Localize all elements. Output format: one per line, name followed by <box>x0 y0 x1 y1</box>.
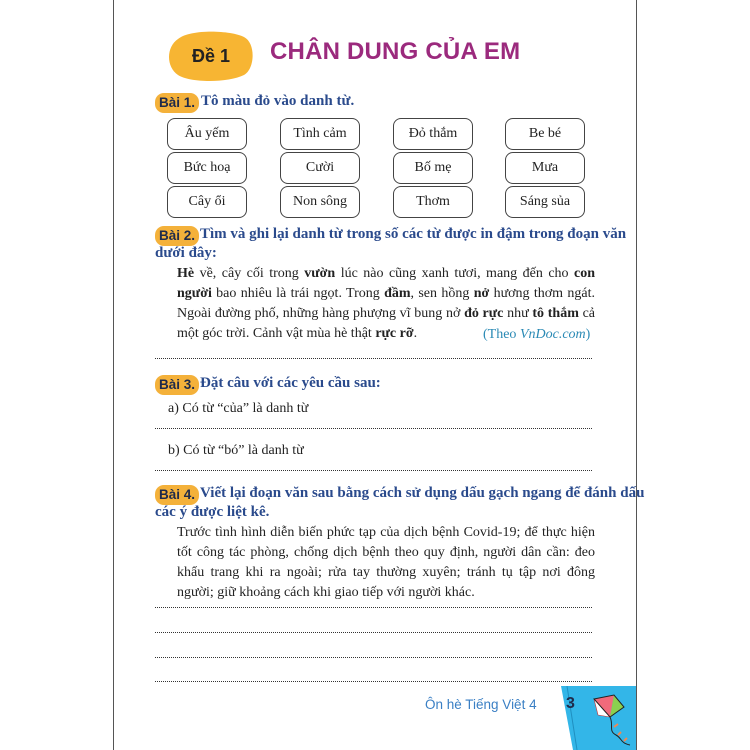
word-box[interactable]: Mưa <box>505 152 585 184</box>
bai3-item-a: a) Có từ “của” là danh từ <box>168 401 309 416</box>
word-box[interactable]: Be bé <box>505 118 585 150</box>
answer-line[interactable] <box>155 632 592 633</box>
word-box[interactable]: Cười <box>280 152 360 184</box>
answer-line[interactable] <box>155 358 592 359</box>
answer-line[interactable] <box>155 681 592 682</box>
word-box[interactable]: Bức hoạ <box>167 152 247 184</box>
page-number: 3 <box>566 695 575 712</box>
bai1-question: Tô màu đỏ vào danh từ. <box>201 93 355 109</box>
bai4-paragraph: Trước tình hình diễn biến phức tạp của dịch bệnh Covid-19; để thực hiện tốt công tác phòng, chống dịch bệnh theo quy định, người dân cần: đeo khẩu trang khi ra ngoài; rửa tay thường xuyên; tránh tụ tập nơi đông người; giữ khoảng cách khi giao tiếp với người khác. <box>177 525 595 600</box>
word-box[interactable]: Cây ổi <box>167 186 247 218</box>
page-border-right <box>636 0 637 750</box>
de-badge <box>168 31 254 81</box>
word-box[interactable]: Non sông <box>280 186 360 218</box>
book-title: Ôn hè Tiếng Việt 4 <box>425 697 537 712</box>
word-box[interactable]: Thơm <box>393 186 473 218</box>
bai3-question: Đặt câu với các yêu cầu sau: <box>200 375 381 391</box>
bai4-tag: Bài 4. <box>155 485 199 505</box>
kite-icon <box>590 693 636 748</box>
answer-line[interactable] <box>155 657 592 658</box>
bai3-tag: Bài 3. <box>155 375 199 395</box>
bai3-item-b: b) Có từ “bó” là danh từ <box>168 443 304 458</box>
word-box[interactable]: Tình cảm <box>280 118 360 150</box>
bai2-question-line2: dưới đây: <box>155 245 217 261</box>
word-box[interactable]: Âu yếm <box>167 118 247 150</box>
de-label: Đề 1 <box>191 46 231 66</box>
word-box[interactable]: Sáng sủa <box>505 186 585 218</box>
answer-line[interactable] <box>155 470 592 471</box>
word-box[interactable]: Đỏ thắm <box>393 118 473 150</box>
bai2-question-line1: Tìm và ghi lại danh từ trong số các từ được in đậm trong đoạn văn <box>200 226 627 242</box>
bai4-question-line1: Viết lại đoạn văn sau bằng cách sử dụng dấu gạch ngang để đánh dấu <box>200 485 645 501</box>
bai2-paragraph: Hè về, cây cối trong vườn lúc nào cũng xanh tươi, mang đến cho con người bao nhiêu là trái ngọt. Trong đầm, sen hồng nở hương thơm ngát. Ngoài đường phố, những hàng phượng vĩ bung nở đỏ rực như tô thắm cả một góc trời. Cảnh vật mùa hè thật rực rỡ. <box>177 266 596 341</box>
page-border-left <box>113 0 114 750</box>
bai4-question-line2: các ý được liệt kê. <box>155 504 270 520</box>
answer-line[interactable] <box>155 607 592 608</box>
bai1-tag: Bài 1. <box>155 93 199 113</box>
bai2-tag: Bài 2. <box>155 226 199 246</box>
answer-line[interactable] <box>155 428 592 429</box>
source-credit: (Theo VnDoc.com) <box>483 327 591 342</box>
page-title: CHÂN DUNG CỦA EM <box>270 38 521 65</box>
word-box[interactable]: Bố mẹ <box>393 152 473 184</box>
